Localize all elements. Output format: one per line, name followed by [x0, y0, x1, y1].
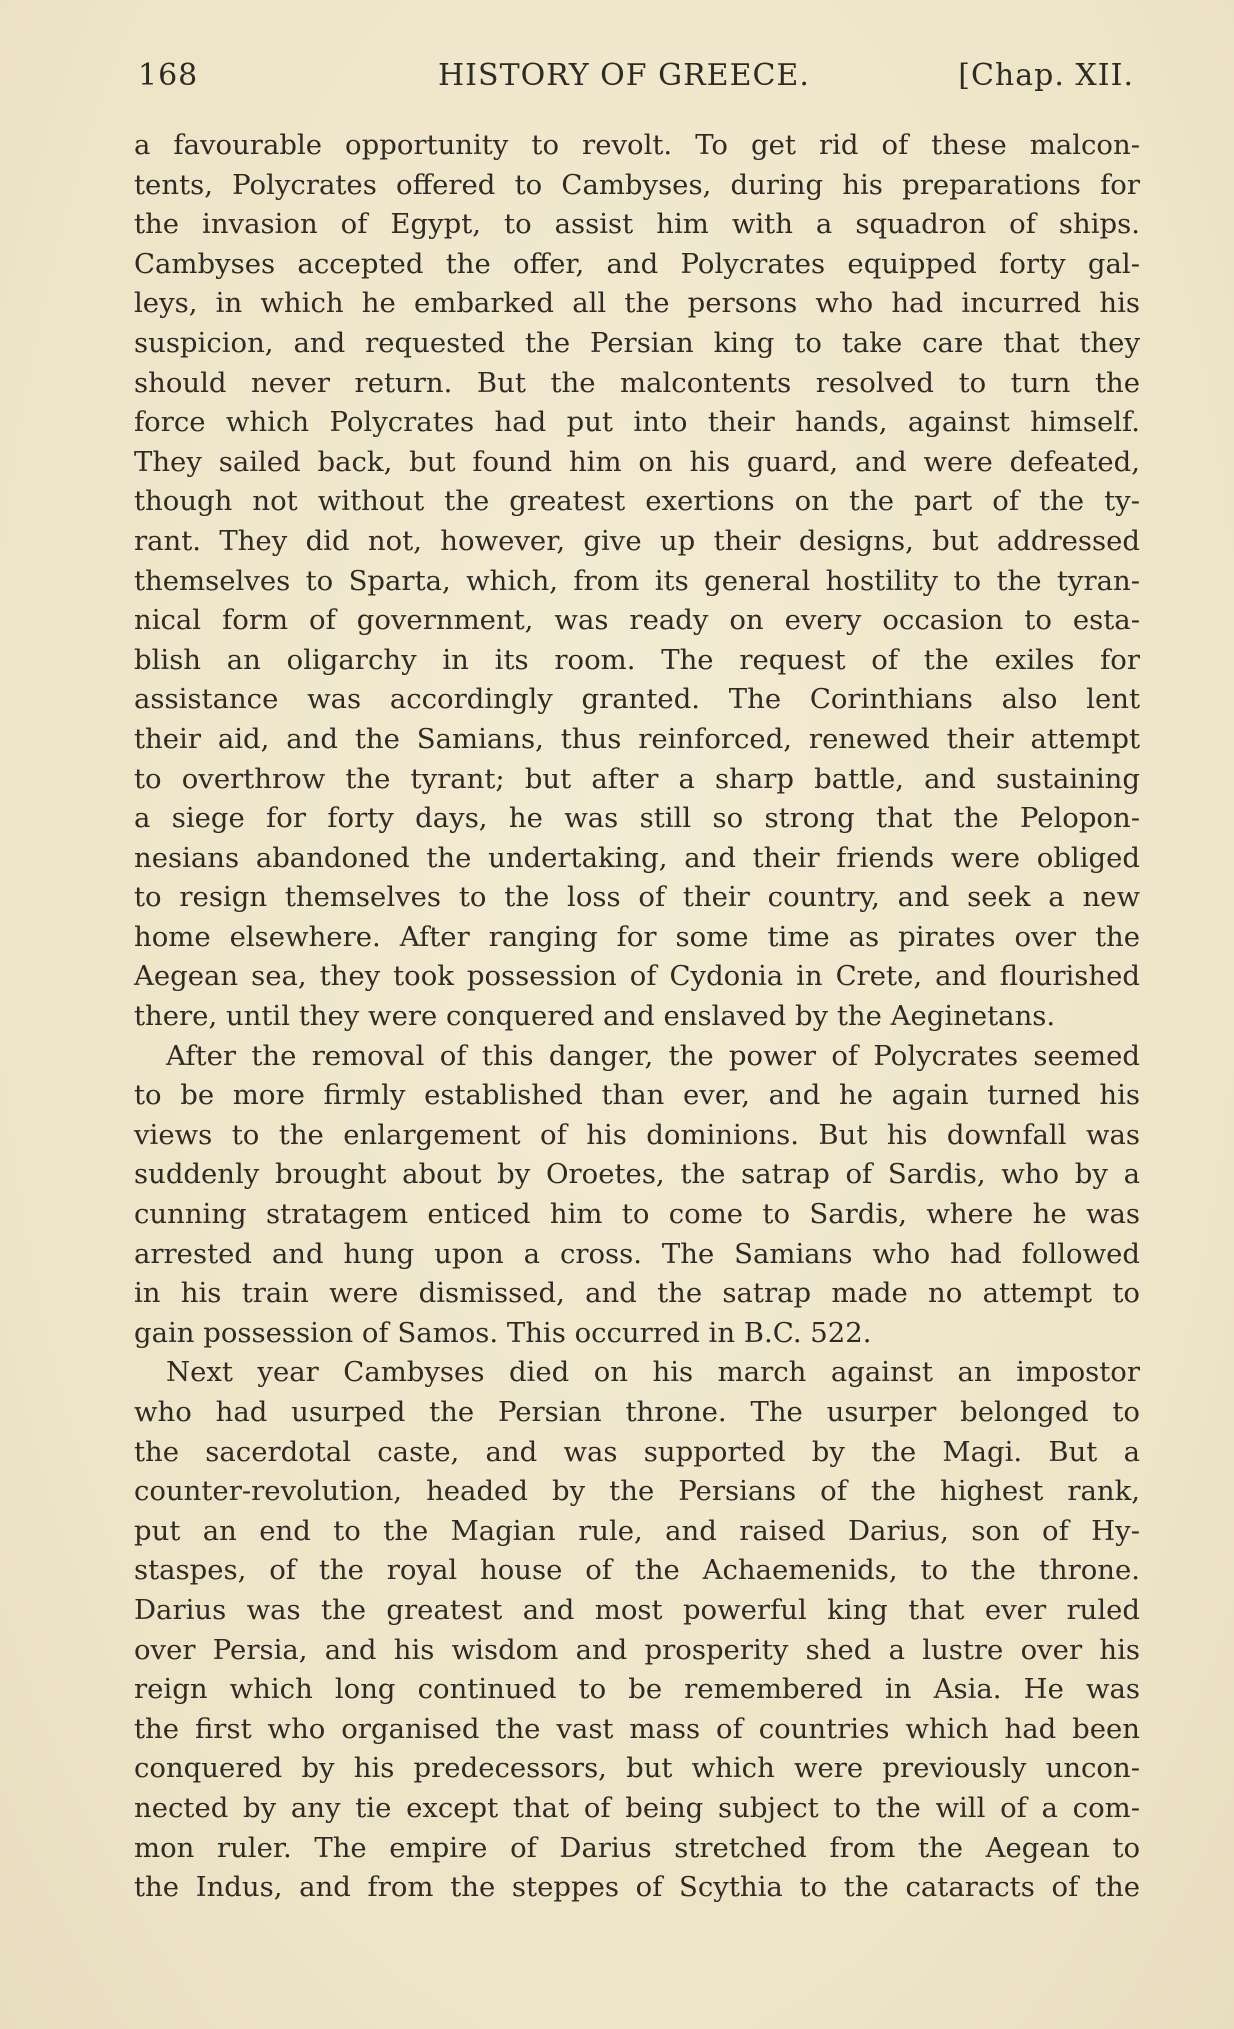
text-line: put an end to the Magian rule, and raised Darius, son of Hy-	[134, 1514, 1140, 1547]
text-line: After the removal of this danger, the power of Polycrates seemed	[166, 1039, 1140, 1072]
text-line: views to the enlargement of his dominions. But his downfall was	[134, 1118, 1140, 1151]
text-line: over Persia, and his wisdom and prosperity shed a lustre over his	[134, 1633, 1140, 1666]
text-line: tents, Polycrates offered to Cambyses, during his preparations for	[134, 168, 1140, 201]
text-line: force which Polycrates had put into their hands, against himself.	[134, 406, 1140, 439]
text-line: their aid, and the Samians, thus reinforced, renewed their attempt	[134, 722, 1140, 755]
page-header	[138, 58, 1134, 108]
text-line: mon ruler. The empire of Darius stretched from the Aegean to	[134, 1831, 1140, 1864]
text-line: gain possession of Samos. This occurred in B.C. 522.	[134, 1316, 872, 1349]
text-line: suspicion, and requested the Persian king to take care that they	[134, 326, 1140, 359]
text-line: a favourable opportunity to revolt. To get rid of these malcon-	[134, 129, 1140, 161]
text-line: themselves to Sparta, which, from its general hostility to the tyran-	[134, 564, 1140, 597]
text-line: there, until they were conquered and enslaved by the Aeginetans.	[134, 1000, 1056, 1033]
text-line: nesians abandoned the undertaking, and their friends were obliged	[134, 841, 1140, 874]
text-line: though not without the greatest exertions on the part of the ty-	[134, 485, 1140, 518]
text-line: assistance was accordingly granted. The Corinthians also lent	[134, 683, 1140, 716]
text-line: rant. They did not, however, give up their designs, but addressed	[134, 524, 1140, 557]
text-line: who had usurped the Persian throne. The usurper belonged to	[134, 1396, 1140, 1428]
text-line: should never return. But the malcontents resolved to turn the	[134, 366, 1140, 399]
paragraph-1	[134, 126, 1140, 1037]
text-line: Aegean sea, they took possession of Cydonia in Crete, and flourished	[134, 960, 1140, 993]
text-line: nected by any tie except that of being subject to the will of a com-	[134, 1791, 1140, 1824]
text-line: cunning stratagem enticed him to come to Sardis, where he was	[134, 1198, 1140, 1231]
text-line: staspes, of the royal house of the Achaemenids, to the throne.	[134, 1554, 1140, 1587]
page-number: 168	[138, 58, 199, 93]
text-line: the first who organised the vast mass of countries which had been	[134, 1712, 1140, 1745]
running-title: HISTORY OF GREECE.	[438, 58, 810, 93]
paragraph-3	[134, 1353, 1140, 1907]
text-line: counter-revolution, headed by the Persians of the highest rank,	[134, 1475, 1140, 1508]
text-line: in his train were dismissed, and the satrap made no attempt to	[134, 1277, 1140, 1310]
text-line: to overthrow the tyrant; but after a sharp battle, and sustaining	[134, 762, 1140, 795]
text-line: Darius was the greatest and most powerful king that ever ruled	[134, 1593, 1140, 1626]
text-line: nical form of government, was ready on every occasion to esta-	[134, 604, 1140, 637]
text-line: Cambyses accepted the offer, and Polycrates equipped forty gal-	[134, 247, 1140, 280]
text-line: the sacerdotal caste, and was supported by the Magi. But a	[134, 1435, 1140, 1468]
text-line: Next year Cambyses died on his march against an impostor	[166, 1356, 1140, 1389]
text-line: suddenly brought about by Oroetes, the satrap of Sardis, who by a	[134, 1158, 1140, 1191]
text-line: leys, in which he embarked all the persons who had incurred his	[134, 287, 1140, 320]
text-line: home elsewhere. After ranging for some time as pirates over the	[134, 920, 1140, 953]
chapter-label: [Chap. XII.	[958, 58, 1134, 93]
text-line: a siege for forty days, he was still so strong that the Pelopon-	[134, 802, 1140, 835]
text-line: reign which long continued to be remembered in Asia. He was	[134, 1673, 1140, 1706]
text-line: the invasion of Egypt, to assist him with a squadron of ships.	[134, 208, 1140, 241]
text-line: to be more firmly established than ever, and he again turned his	[134, 1079, 1140, 1112]
text-line: to resign themselves to the loss of their country, and seek a new	[134, 881, 1140, 914]
text-line: They sailed back, but found him on his guard, and were defeated,	[134, 445, 1140, 478]
body-text	[134, 126, 1140, 1908]
text-line: conquered by his predecessors, but which were previously uncon-	[134, 1752, 1140, 1785]
text-line: the Indus, and from the steppes of Scythia to the cataracts of the	[134, 1871, 1140, 1904]
paragraph-2	[134, 1037, 1140, 1354]
text-line: blish an oligarchy in its room. The request of the exiles for	[134, 643, 1140, 676]
text-line: arrested and hung upon a cross. The Samians who had followed	[134, 1237, 1140, 1270]
